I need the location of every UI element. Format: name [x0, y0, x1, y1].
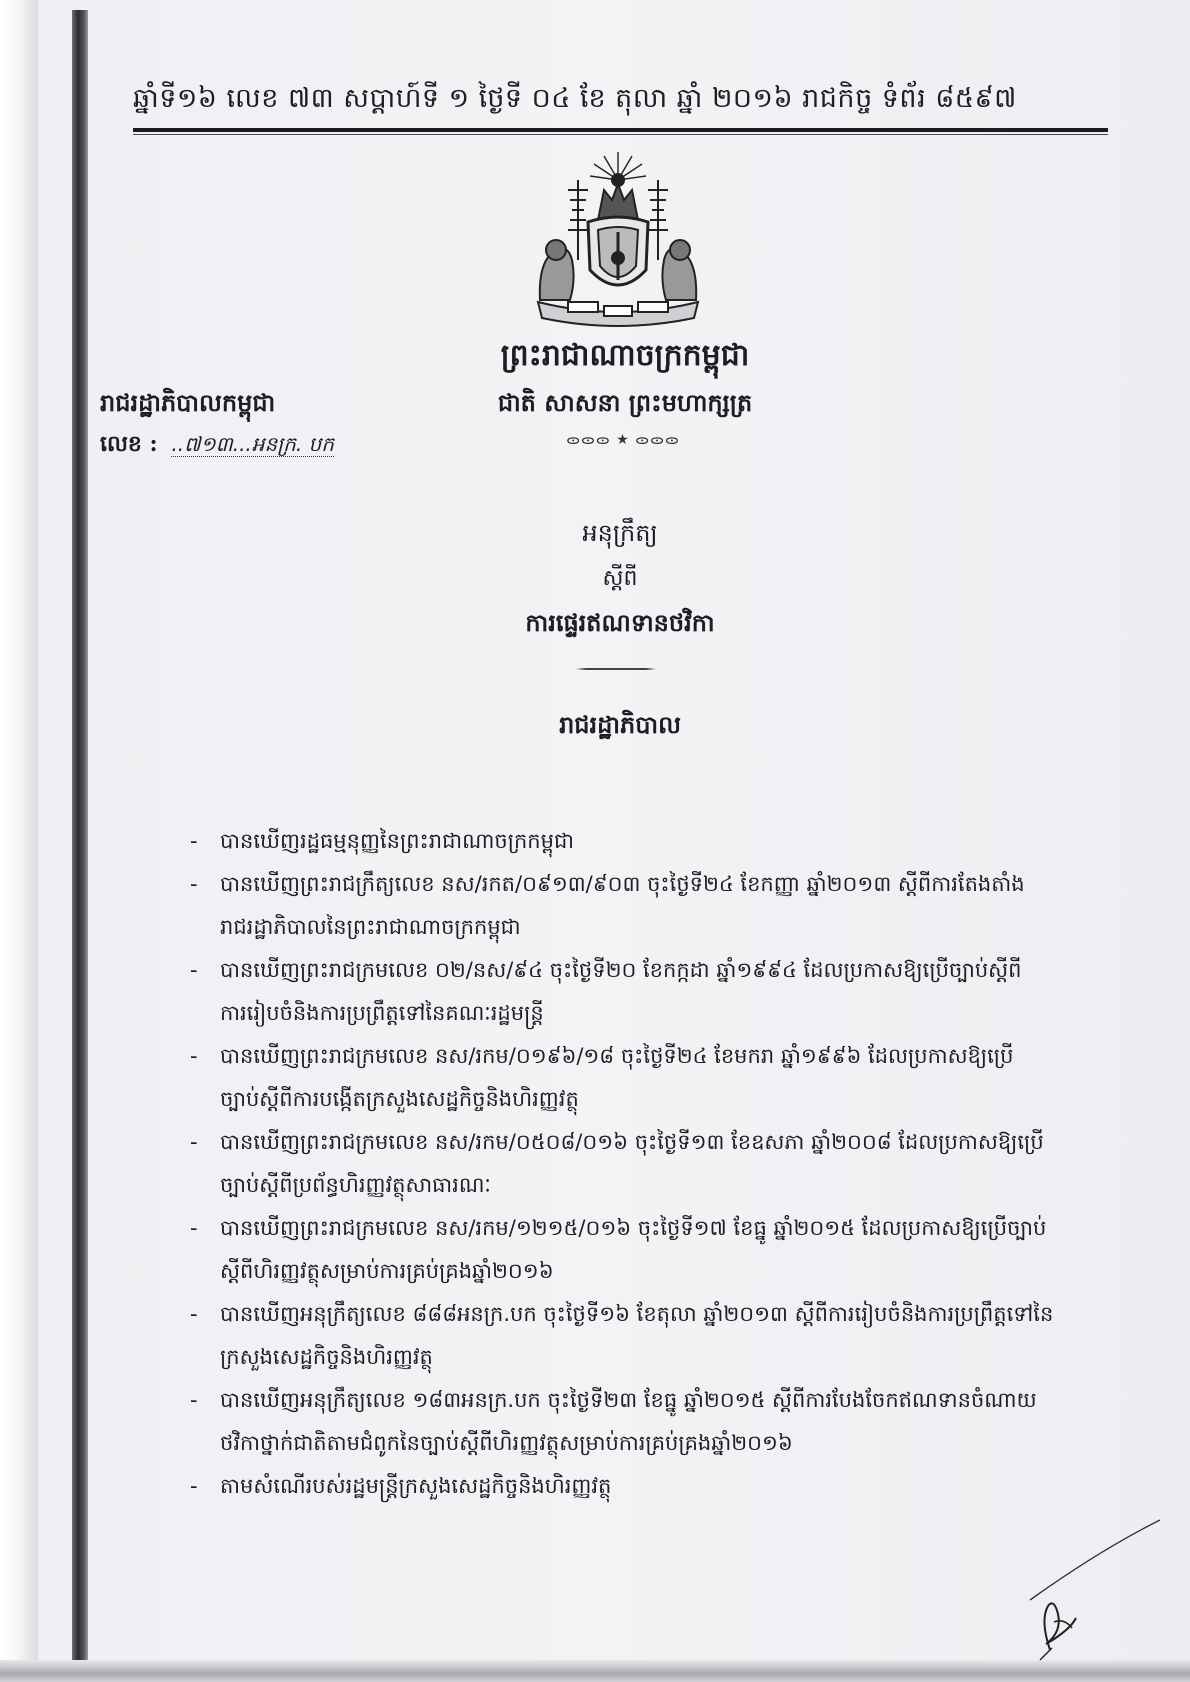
clause-line: ក្រសួងសេដ្ឋកិច្ចនិងហិរញ្ញវត្ថុ — [220, 1345, 433, 1369]
reference-number-label: លេខ : — [100, 431, 158, 457]
document-subject: ការផ្ទេរឥណទានថវិកា — [525, 608, 715, 637]
preamble-clause — [190, 1293, 1070, 1379]
clause-dash: - — [190, 1302, 198, 1326]
ornament-divider: ᯣᯣᯣ ★ ᯣᯣᯣ — [566, 432, 680, 448]
preamble-clause — [190, 1121, 1070, 1207]
royal-coat-of-arms-icon — [528, 150, 708, 330]
document-type: អនុក្រឹត្យ — [582, 519, 658, 547]
clause-line: ច្បាប់ស្តីពីការបង្កើតក្រសួងសេដ្ឋកិច្ចនិងហិរញ្ញវត្ថុ — [220, 1087, 579, 1111]
header-rule — [133, 128, 1108, 132]
clause-line: បានឃើញរដ្ឋធម្មនុញ្ញនៃព្រះរាជាណាចក្រកម្ពុជា — [220, 829, 574, 853]
national-motto: ជាតិ សាសនា ព្រះមហាក្សត្រ — [497, 388, 753, 417]
clause-line: បានឃើញព្រះរាជក្រមលេខ នស/រកម/០១៩៦/១៨ ចុះថ្ងៃទី២៤ ខែមករា ឆ្នាំ១៩៩៦ ដែលប្រកាសឱ្យប្រើ — [220, 1044, 1014, 1068]
gazette-header: ឆ្នាំទី១៦ លេខ ៧៣ សប្តាហ៍ទី ១ ថ្ងៃទី ០៤ ខែ តុលា ឆ្នាំ ២០១៦ រាជកិច្ច ទំព័រ ៨៥៩៧ — [133, 83, 1017, 114]
clause-line: បានឃើញព្រះរាជក្រមលេខ ០២/នស/៩៤ ចុះថ្ងៃទី២០ ខែកក្កដា ឆ្នាំ១៩៩៤ ដែលប្រកាសឱ្យប្រើច្បាប់ស្តីពី — [220, 958, 1022, 982]
signature-mark — [1010, 1510, 1170, 1670]
preamble-clause — [190, 863, 1070, 949]
scan-left-edge — [0, 0, 38, 1682]
preamble-clauses — [190, 820, 1070, 1508]
clause-line: បានឃើញព្រះរាជក្រមលេខ នស/រកម/១២១៥/០១៦ ចុះថ្ងៃទី១៧ ខែធ្នូ ឆ្នាំ២០១៥ ដែលប្រកាសឱ្យប្រើច្បាប់ — [220, 1216, 1047, 1240]
clause-dash: - — [190, 1130, 198, 1154]
clause-line: ច្បាប់ស្តីពីប្រព័ន្ធហិរញ្ញវត្ថុសាធារណៈ — [220, 1173, 491, 1197]
header-rule-thin — [133, 134, 1108, 135]
clause-line: តាមសំណើរបស់រដ្ឋមន្ត្រីក្រសួងសេដ្ឋកិច្ចនិងហិរញ្ញវត្ថុ — [220, 1474, 612, 1498]
clause-dash: - — [190, 829, 198, 853]
preamble-clause — [190, 1379, 1070, 1465]
issuer-name: រាជរដ្ឋាភិបាលកម្ពុជា — [100, 388, 276, 417]
title-divider — [576, 668, 656, 670]
government-heading: រាជរដ្ឋាភិបាល — [559, 710, 681, 739]
clause-line: បានឃើញព្រះរាជក្រឹត្យលេខ នស/រកត/០៩១៣/៩០៣ ចុះថ្ងៃទី២៤ ខែកញ្ញា ឆ្នាំ២០១៣ ស្តីពីការតែងតាំង — [220, 872, 1025, 896]
clause-line: ការរៀបចំនិងការប្រព្រឹត្តទៅនៃគណៈរដ្ឋមន្ត្រី — [220, 1001, 544, 1025]
preamble-clause — [190, 949, 1070, 1035]
clause-dash: - — [190, 1388, 198, 1412]
clause-dash: - — [190, 1216, 198, 1240]
clause-line: រាជរដ្ឋាភិបាលនៃព្រះរាជាណាចក្រកម្ពុជា — [220, 915, 521, 939]
clause-line: បានឃើញព្រះរាជក្រមលេខ នស/រកម/០៥០៨/០១៦ ចុះថ្ងៃទី១៣ ខែឧសភា ឆ្នាំ២០០៨ ដែលប្រកាសឱ្យប្រើ — [220, 1130, 1044, 1154]
binding-bar — [72, 10, 88, 1670]
clause-line: ថវិកាថ្នាក់ជាតិតាមជំពូកនៃច្បាប់ស្តីពីហិរញ្ញវត្ថុសម្រាប់ការគ្រប់គ្រងឆ្នាំ២០១៦ — [220, 1431, 793, 1455]
preamble-clause — [190, 1035, 1070, 1121]
clause-line: ស្តីពីហិរញ្ញវត្ថុសម្រាប់ការគ្រប់គ្រងឆ្នាំ២០១៦ — [220, 1259, 554, 1283]
clause-dash: - — [190, 872, 198, 896]
document-about: ស្តីពី — [602, 566, 638, 591]
preamble-clause — [190, 1465, 1070, 1508]
clause-dash: - — [190, 958, 198, 982]
clause-dash: - — [190, 1474, 198, 1498]
clause-dash: - — [190, 1044, 198, 1068]
reference-number — [100, 430, 334, 462]
kingdom-name: ព្រះរាជាណាចក្រកម្ពុជា — [500, 338, 750, 373]
clause-line: បានឃើញអនុក្រឹត្យលេខ ៨៨៨អនក្រ.បក ចុះថ្ងៃទី១៦ ខែតុលា ឆ្នាំ២០១៣ ស្តីពីការរៀបចំនិងការប្រព្រឹត្តទៅនៃ — [220, 1302, 1054, 1326]
reference-number-value: ..៧១៣...អនក្រ. បក — [171, 432, 334, 456]
preamble-clause — [190, 1207, 1070, 1293]
clause-line: បានឃើញអនុក្រឹត្យលេខ ១៨៣អនក្រ.បក ចុះថ្ងៃទី២៣ ខែធ្នូ ឆ្នាំ២០១៥ ស្តីពីការបែងចែកឥណទានចំណាយ — [220, 1388, 1037, 1412]
preamble-clause — [190, 820, 1070, 863]
